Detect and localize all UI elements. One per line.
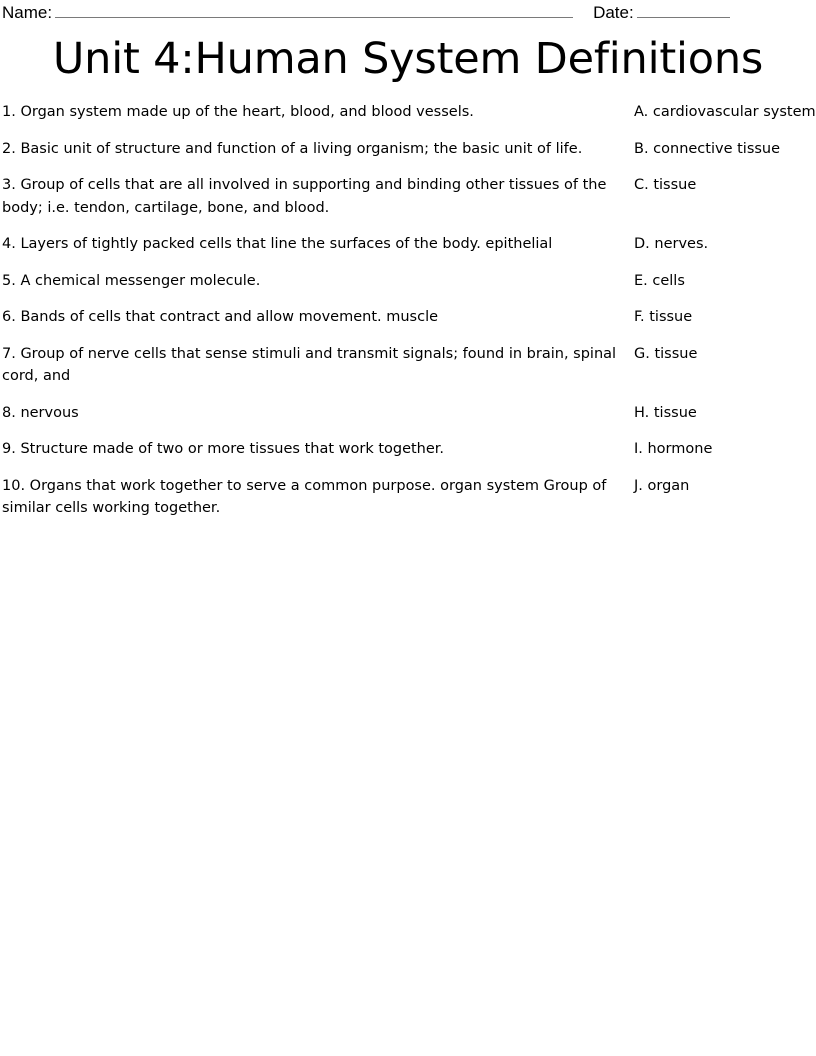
student-info-line xyxy=(2,0,814,23)
answer-choice: F. tissue xyxy=(634,309,693,325)
question-text: 9. Structure made of two or more tissues that work together. xyxy=(2,441,445,457)
answer-choice: J. organ xyxy=(634,477,690,494)
answer-choice: A. cardiovascular system xyxy=(634,104,816,120)
question-text: 3. Group of cells that are all involved in supporting and binding other tissues of the body; i.e. tendon, cartilage, bone, and blood. xyxy=(2,177,607,216)
answer-choice: H. tissue xyxy=(634,404,697,421)
date-blank-line[interactable] xyxy=(637,3,730,18)
matching-row xyxy=(2,343,814,388)
answer-choice: I. hormone xyxy=(634,441,713,457)
matching-row xyxy=(2,306,814,329)
question-text: 7. Group of nerve cells that sense stimuli and transmit signals; found in brain, spinal cord, and xyxy=(2,345,617,384)
question-text: 10. Organs that work together to serve a common purpose. organ system Group of similar cells working together. xyxy=(2,477,607,516)
matching-list xyxy=(2,101,814,520)
matching-row xyxy=(2,233,814,256)
matching-row xyxy=(2,138,814,161)
matching-row xyxy=(2,270,814,293)
answer-choice: E. cells xyxy=(634,272,685,289)
matching-row xyxy=(2,174,814,219)
matching-row xyxy=(2,402,814,425)
answer-choice: G. tissue xyxy=(634,345,698,362)
answer-choice: C. tissue xyxy=(634,177,697,193)
date-group xyxy=(593,3,730,23)
name-blank-line[interactable] xyxy=(55,3,573,18)
question-text: 4. Layers of tightly packed cells that line the surfaces of the body. epithelial xyxy=(2,236,553,252)
question-text: 6. Bands of cells that contract and allow movement. muscle xyxy=(2,309,439,325)
question-text: 5. A chemical messenger molecule. xyxy=(2,272,261,289)
question-text: 1. Organ system made up of the heart, blood, and blood vessels. xyxy=(2,104,474,120)
date-label: Date: xyxy=(593,3,634,22)
name-label: Name: xyxy=(2,3,53,22)
matching-row xyxy=(2,101,814,124)
page-title: Unit 4:Human System Definitions xyxy=(52,34,764,84)
answer-choice: D. nerves. xyxy=(634,236,709,252)
question-text: 2. Basic unit of structure and function of a living organism; the basic unit of life. xyxy=(2,140,583,157)
matching-row xyxy=(2,438,814,461)
question-text: 8. nervous xyxy=(2,404,79,421)
matching-row xyxy=(2,475,814,520)
answer-choice: B. connective tissue xyxy=(634,140,781,157)
